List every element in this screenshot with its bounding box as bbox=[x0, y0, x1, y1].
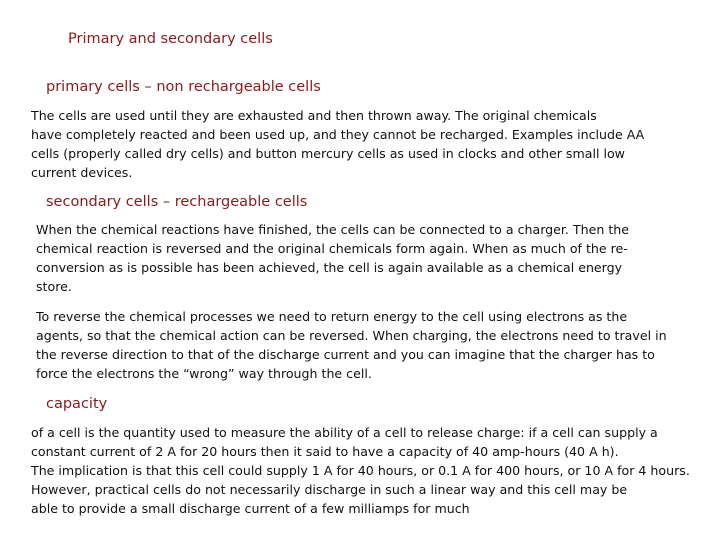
secondary-cells-paragraph-1 bbox=[36, 220, 629, 296]
text-line: cells (properly called dry cells) and button mercury cells as used in clocks and other small low bbox=[31, 146, 625, 161]
capacity-heading: capacity bbox=[46, 396, 108, 412]
text-line: have completely reacted and been used up, and they cannot be recharged. Examples include AA bbox=[31, 127, 645, 142]
text-line: chemical reaction is reversed and the original chemicals form again. When as much of the re- bbox=[36, 241, 628, 256]
text-line: force the electrons the “wrong” way through the cell. bbox=[36, 366, 372, 381]
primary-cells-paragraph bbox=[31, 106, 644, 182]
text-line: When the chemical reactions have finished, the cells can be connected to a charger. Then the bbox=[36, 222, 630, 237]
text-line: of a cell is the quantity used to measure the ability of a cell to release charge: if a cell can supply a bbox=[31, 425, 658, 440]
text-line: The implication is that this cell could supply 1 A for 40 hours, or 0.1 A for 400 hours, or 10 A for 4 hours. bbox=[31, 463, 690, 478]
capacity-paragraph bbox=[31, 423, 690, 518]
text-line: store. bbox=[36, 279, 72, 294]
page-title: Primary and secondary cells bbox=[68, 31, 273, 47]
text-line: The cells are used until they are exhausted and then thrown away. The original chemicals bbox=[31, 108, 597, 123]
text-line: However, practical cells do not necessarily discharge in such a linear way and this cell may be bbox=[31, 482, 628, 497]
text-line: current devices. bbox=[31, 165, 133, 180]
primary-cells-heading: primary cells – non rechargeable cells bbox=[46, 79, 321, 95]
text-line: constant current of 2 A for 20 hours then it said to have a capacity of 40 amp-hours (40 A h). bbox=[31, 444, 619, 459]
secondary-cells-paragraph-2 bbox=[36, 307, 667, 383]
text-line: the reverse direction to that of the discharge current and you can imagine that the charger has to bbox=[36, 347, 655, 362]
text-line: conversion as is possible has been achieved, the cell is again available as a chemical energy bbox=[36, 260, 623, 275]
secondary-cells-heading: secondary cells – rechargeable cells bbox=[46, 194, 308, 210]
text-line: To reverse the chemical processes we need to return energy to the cell using electrons as the bbox=[36, 309, 628, 324]
text-line: agents, so that the chemical action can be reversed. When charging, the electrons need to travel in bbox=[36, 328, 667, 343]
text-line: able to provide a small discharge current of a few milliamps for much bbox=[31, 501, 470, 516]
